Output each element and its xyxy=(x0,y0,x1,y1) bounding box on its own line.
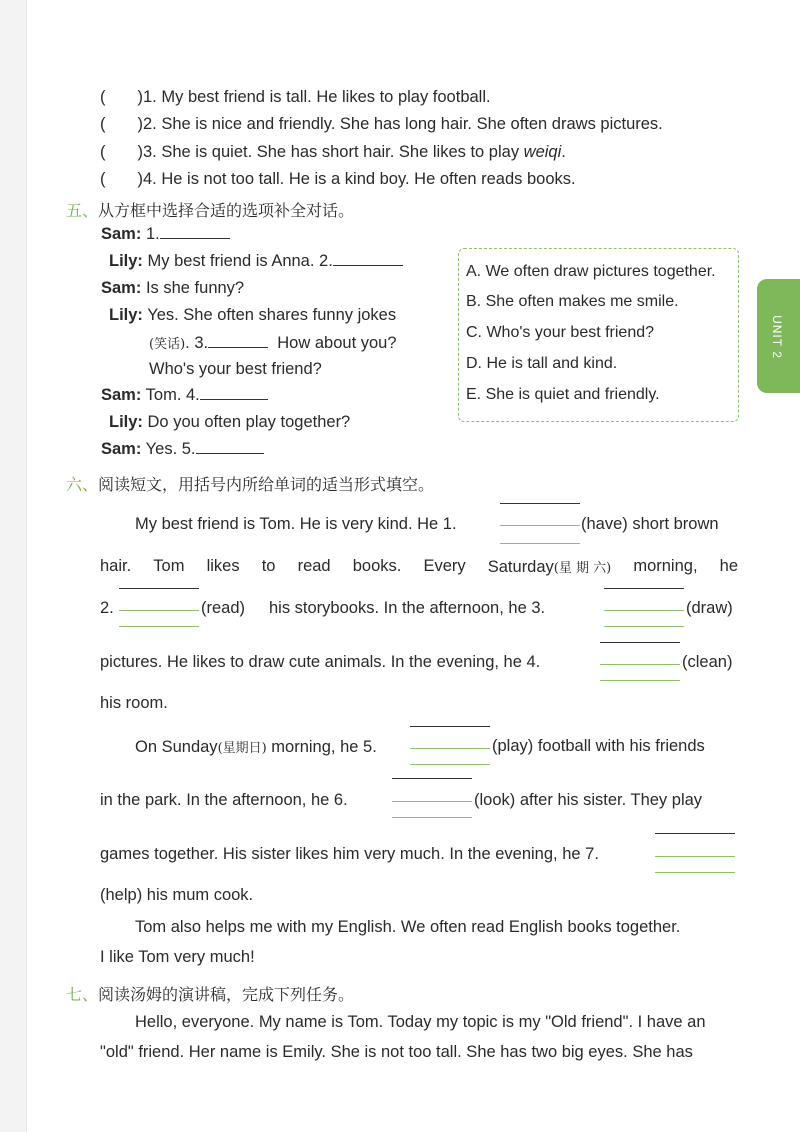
blank-6-top xyxy=(392,778,472,779)
matching-item-2: ( )2. She is nice and friendly. She has long hair. She often draws pictures. xyxy=(100,115,663,133)
word-have: (have) short brown xyxy=(581,515,719,533)
passage-line-4: pictures. He likes to draw cute animals. In the evening, he 4. xyxy=(100,653,541,671)
answer-blank-5[interactable] xyxy=(196,453,264,454)
passage-line-3-num: 2. xyxy=(100,599,114,617)
dialog-line-9: Sam: Yes. 5. xyxy=(101,440,264,459)
passage-line-11: I like Tom very much! xyxy=(100,948,255,966)
speech-line-2: "old" friend. Her name is Emily. She is not too tall. She has two big eyes. She has xyxy=(100,1043,693,1061)
dialog-line-4: Lily: Yes. She often shares funny jokes xyxy=(109,306,397,324)
answer-blank-1[interactable] xyxy=(160,238,230,239)
passage-line-10: Tom also helps me with my English. We often read English books together. xyxy=(135,918,681,936)
answer-blank-4[interactable] xyxy=(200,399,268,400)
option-a: A. We often draw pictures together. xyxy=(466,263,716,280)
passage-line-7: in the park. In the afternoon, he 6. xyxy=(100,791,348,809)
blank-2-mid xyxy=(119,610,199,611)
section-5-title: 从方框中选择合适的选项补全对话。 xyxy=(98,201,355,220)
unit-tab-label: UNIT 2 xyxy=(770,315,784,359)
option-e: E. She is quiet and friendly. xyxy=(466,386,660,403)
answer-blank-11[interactable] xyxy=(392,817,472,818)
answer-blank-2[interactable] xyxy=(333,265,403,266)
answer-blank-7[interactable] xyxy=(119,626,199,627)
section-5-number: 五、 xyxy=(66,201,99,220)
dialog-line-3: Sam: Is she funny? xyxy=(101,279,245,297)
dialog-line-6: Who's your best friend? xyxy=(149,360,322,378)
word-look: (look) after his sister. They play xyxy=(474,791,703,809)
section-5-heading xyxy=(66,198,354,221)
blank-3-mid xyxy=(604,610,684,611)
section-7-heading: 七、阅读汤姆的演讲稿，完成下列任务。 xyxy=(66,985,355,1004)
passage-line-5: his room. xyxy=(100,694,168,712)
passage-line-1: My best friend is Tom. He is very kind. He 1. xyxy=(135,515,457,533)
page-binding-edge xyxy=(0,0,27,1132)
blank-6-mid xyxy=(392,801,472,802)
passage-line-9: (help) his mum cook. xyxy=(100,886,254,904)
blank-7-top xyxy=(655,833,735,834)
matching-item-1: ( )1. My best friend is tall. He likes to play football. xyxy=(100,88,491,106)
passage-line-8: games together. His sister likes him very much. In the evening, he 7. xyxy=(100,845,599,863)
passage-line-6: On Sunday(星期日) morning, he 5. xyxy=(135,738,377,756)
blank-5-mid xyxy=(410,748,490,749)
answer-blank-8[interactable] xyxy=(604,626,684,627)
option-d: D. He is tall and kind. xyxy=(466,355,618,372)
blank-3-top xyxy=(604,588,684,589)
word-play: (play) football with his friends xyxy=(492,737,705,755)
blank-4-top xyxy=(600,642,680,643)
unit-tab xyxy=(757,279,800,393)
option-c: C. Who's your best friend? xyxy=(466,324,655,341)
dialog-line-2: Lily: My best friend is Anna. 2. xyxy=(109,252,403,271)
passage-line-3-mid: his storybooks. In the afternoon, he 3. xyxy=(269,599,546,617)
word-read: (read) xyxy=(201,599,246,617)
answer-blank-9[interactable] xyxy=(600,680,680,681)
blank-4-mid xyxy=(600,664,680,665)
matching-item-4: ( )4. He is not too tall. He is a kind boy. He often reads books. xyxy=(100,170,576,188)
dialog-line-5: (笑话). 3. How about you? xyxy=(149,334,397,352)
blank-1-top xyxy=(500,503,580,504)
blank-5-top xyxy=(410,726,490,727)
option-b: B. She often makes me smile. xyxy=(466,293,679,310)
dialog-line-1: Sam: 1. xyxy=(101,225,230,244)
speech-line-1: Hello, everyone. My name is Tom. Today my topic is my "Old friend". I have an xyxy=(135,1013,706,1031)
answer-blank-12[interactable] xyxy=(655,872,735,873)
blank-2-top xyxy=(119,588,199,589)
dialog-line-8: Lily: Do you often play together? xyxy=(109,413,351,431)
dialog-line-7: Sam: Tom. 4. xyxy=(101,386,268,405)
answer-blank-6[interactable] xyxy=(500,543,580,544)
section-6-heading: 六、阅读短文，用括号内所给单词的适当形式填空。 xyxy=(66,475,435,494)
answer-blank-10[interactable] xyxy=(410,764,490,765)
blank-7-mid xyxy=(655,856,735,857)
blank-1-mid xyxy=(500,525,580,526)
answer-blank-3[interactable] xyxy=(208,347,268,348)
word-clean: (clean) xyxy=(682,653,733,671)
passage-line-2: hair. Tom likes to read books. Every Saturday(星 期 六) morning, he xyxy=(100,557,738,576)
matching-item-3: ( )3. She is quiet. She has short hair. She likes to play weiqi. xyxy=(100,143,566,161)
word-draw: (draw) xyxy=(686,599,733,617)
